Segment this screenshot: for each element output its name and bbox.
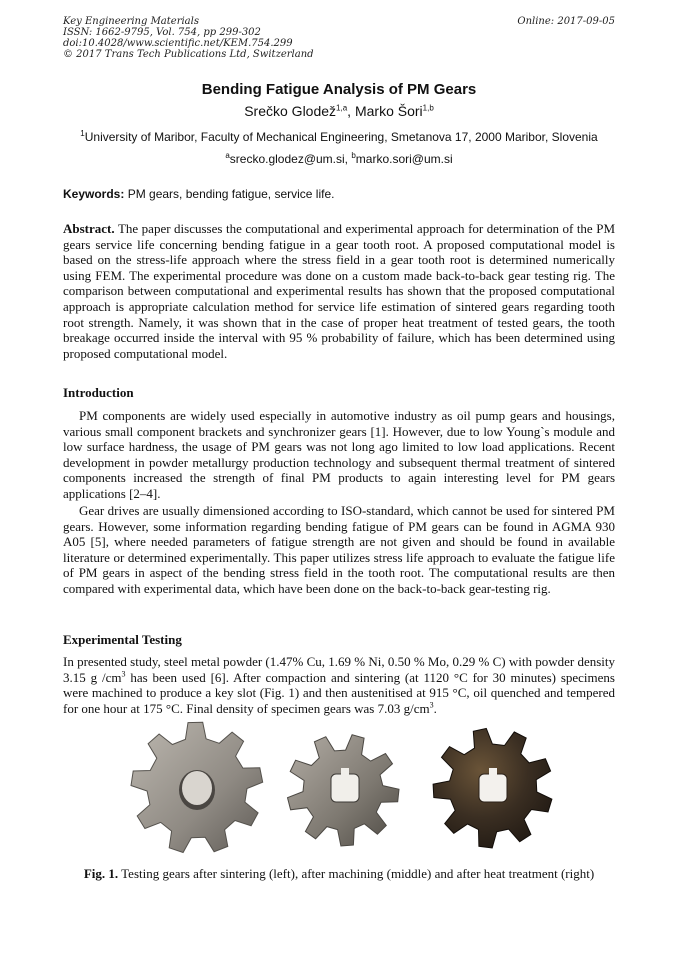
- email-separator: ,: [344, 152, 352, 166]
- paragraph: Gear drives are usually dimensioned according to ISO-standard, which cannot be used for sintered PM gears. However, some information regarding bending fatigue of PM gears can be found in AGMA 930 A05 [5], where needed parameters of fatigue strength are not given and should be found in available literature or determined experimentally. This paper utilizes stress life approach to evaluate the fatigue life of PM gears in aspect of the bending stress field in the tooth root. The computational results are then compared with experimental data, which have been done on the back-to-back gear-testing rig.: [63, 503, 615, 596]
- author-sup: 1,b: [422, 103, 434, 113]
- gear-sintered-image: [125, 718, 265, 858]
- email-sup: a: [225, 151, 230, 160]
- online-date: Online: 2017-09-05: [517, 16, 615, 27]
- text-run: .: [433, 700, 437, 716]
- text-run: has been used [6]. After compaction and sintering (at 1120 °C for 30 minutes) specimens were machined to produce a key slot (Fig. 1) and then austenitised at 915 °C, oil quenched and tempered for one hour at 175 °C. Final density of specimen gears was 7.03 g/cm: [63, 669, 615, 716]
- email-address[interactable]: marko.sori@um.si: [355, 152, 453, 166]
- email-list: [0, 152, 678, 166]
- figure-caption: [0, 866, 678, 882]
- doi[interactable]: doi:10.4028/www.scientific.net/KEM.754.299: [63, 38, 293, 49]
- author-list: [0, 103, 678, 119]
- paragraph: [63, 654, 615, 716]
- paper-title: Bending Fatigue Analysis of PM Gears: [201, 81, 477, 98]
- section-heading-introduction: Introduction: [63, 385, 134, 400]
- copyright: © 2017 Trans Tech Publications Ltd, Switzerland: [63, 49, 314, 60]
- gear-heat-treated-image: [421, 718, 561, 858]
- email-sup: b: [351, 151, 356, 160]
- figure-label: Fig. 1.: [83, 866, 119, 881]
- keywords-text: PM gears, bending fatigue, service life.: [127, 187, 335, 201]
- abstract-text: The paper discusses the computational and experimental approach for determination of the PM gears service life concerning bending fatigue in a gear tooth root. A proposed computational model is based on the stress-life approach where the stress field in a gear tooth root is determined numerically using FEM. The experimental procedure was done on a custom made back-to-back gear testing rig. The comparison between computational and experimental results has shown that the proposed computational approach is appropriate calculation method for service life estimation of sintered gears regarding tooth root strength. Namely, it was shown that in the case of proper heat treatment of tested gears, the tooth breakage occurred inside the interval with 95 % probability of failure, which has been determined using proposed computational model.: [63, 221, 616, 361]
- text-run: In presented study, steel metal powder (1.47% Cu, 1.69 % Ni, 0.50 % Mo, 0.29 % C) with powder density 3.15 g /cm: [63, 654, 615, 685]
- figure-caption-text: Testing gears after sintering (left), after machining (middle) and after heat treatment (right): [118, 866, 595, 881]
- affiliation-sup: 1: [80, 129, 85, 138]
- journal-name: Key Engineering Materials: [63, 16, 199, 27]
- affiliation: [0, 130, 678, 144]
- author-separator: ,: [347, 103, 355, 119]
- email-address[interactable]: srecko.glodez@um.si: [229, 152, 345, 166]
- keywords: [63, 187, 615, 201]
- author-sup: 1,a: [336, 103, 348, 113]
- gear-machined-image: [273, 718, 413, 858]
- paragraph: PM components are widely used especially in automotive industry as oil pump gears and housings, various small component brackets and synchronizer gears [1]. However, due to low Young`s module and low surface hardness, the usage of PM gears was not long ago limited to low load applications. Recent development in powder metallurgy production technology and subsequent thermal treatment of sintered components increased the strength of final PM products to again interesting level for PM gears applications [2–4].: [63, 408, 615, 501]
- superscript: 3: [429, 700, 434, 710]
- author-name: Marko Šori: [354, 103, 423, 119]
- affiliation-text: University of Maribor, Faculty of Mechanical Engineering, Smetanova 17, 2000 Maribor, Slovenia: [84, 130, 598, 144]
- abstract: [63, 221, 615, 361]
- section-heading-experimental: Experimental Testing: [63, 632, 182, 647]
- figure-1: [63, 718, 615, 858]
- author-name: Srečko Glodež: [244, 103, 337, 119]
- keywords-label: Keywords:: [63, 187, 125, 201]
- issn: ISSN: 1662-9795, Vol. 754, pp 299-302: [63, 27, 261, 38]
- superscript: 3: [121, 669, 126, 679]
- abstract-label: Abstract.: [63, 221, 115, 236]
- journal-header: [63, 16, 615, 60]
